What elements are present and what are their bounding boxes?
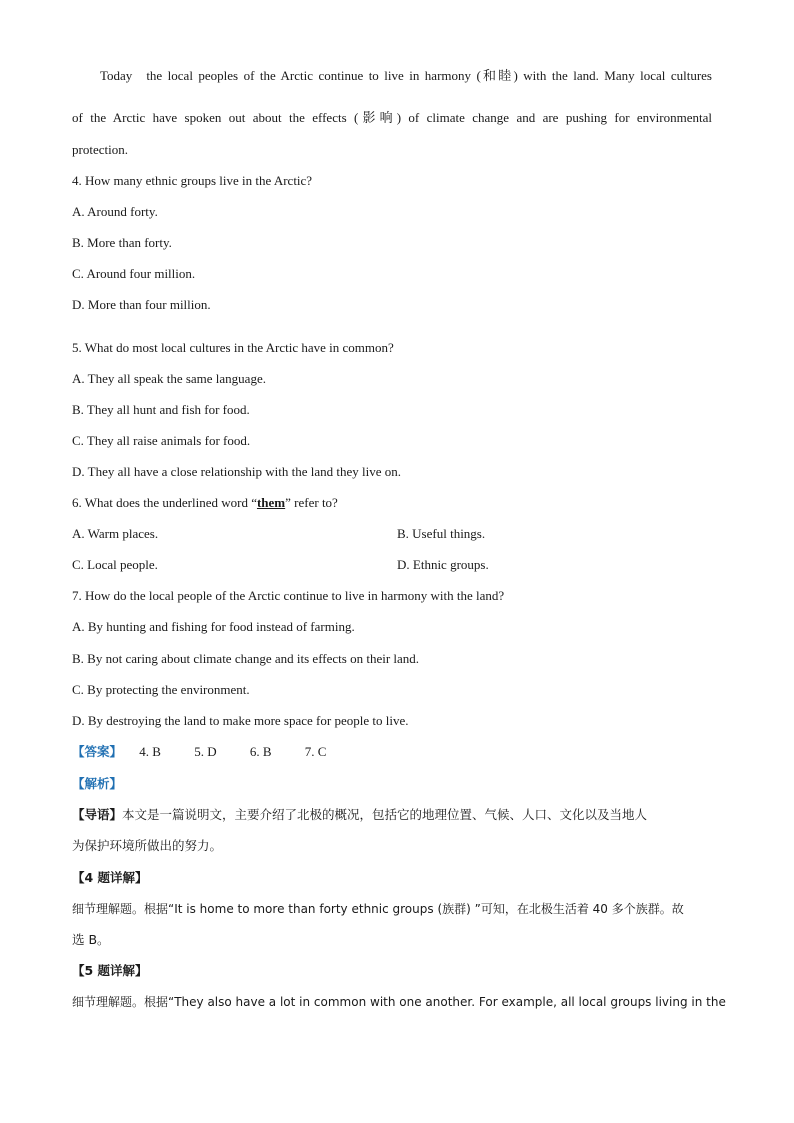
- detail-4-line-1: 细节理解题。根据“It is home to more than forty ethnic groups (族群) ”可知，在北极生活着 40 多个族群。故: [72, 902, 684, 916]
- answer-4: 4. B: [139, 744, 161, 759]
- answer-line: [72, 744, 326, 760]
- guide-line-2: 为保护环境所做出的努力。: [72, 838, 223, 853]
- question-5-option-c: C. They all raise animals for food.: [72, 433, 251, 448]
- question-4-stem: 4. How many ethnic groups live in the Arctic?: [72, 173, 313, 188]
- question-5-stem: 5. What do most local cultures in the Arctic have in common?: [72, 340, 394, 355]
- answer-6: 6. B: [249, 744, 272, 759]
- question-7-option-b: B. By not caring about climate change and its effects on their land.: [72, 651, 420, 666]
- question-5-option-a: A. They all speak the same language.: [72, 371, 266, 386]
- question-6-stem-after: ” refer to?: [285, 495, 338, 510]
- question-7-stem: 7. How do the local people of the Arctic continue to live in harmony with the land?: [72, 588, 505, 603]
- passage-line-1-rest: the local peoples of the Arctic continue to live in harmony (和睦) with the land. Many local cultures: [146, 68, 712, 83]
- question-6-stem: [72, 495, 338, 511]
- detail-5-label: 【5 题详解】: [72, 963, 148, 978]
- question-6-option-d: D. Ethnic groups.: [397, 557, 489, 572]
- question-7-option-a: A. By hunting and fishing for food instead of farming.: [72, 619, 355, 634]
- question-6-option-c: C. Local people.: [72, 557, 158, 572]
- question-4-option-c: C. Around four million.: [72, 266, 196, 281]
- question-5-option-d: D. They all have a close relationship with the land they live on.: [72, 464, 402, 479]
- question-6-stem-before: 6. What does the underlined word “: [72, 495, 257, 510]
- question-7-option-d: D. By destroying the land to make more space for people to live.: [72, 713, 409, 728]
- detail-4-line-2: 选 B。: [72, 932, 110, 947]
- question-7-option-c: C. By protecting the environment.: [72, 682, 250, 697]
- guide-label: 【导语】: [72, 807, 123, 822]
- answer-label: 【答案】: [72, 744, 123, 759]
- question-6-option-b: B. Useful things.: [397, 526, 486, 541]
- detail-4-label: 【4 题详解】: [72, 870, 148, 885]
- guide-text-1: 本文是一篇说明文，主要介绍了北极的概况，包括它的地理位置、气候、人口、文化以及当地人: [122, 807, 648, 822]
- underlined-word: them: [256, 495, 286, 510]
- passage-line-1: [100, 68, 712, 84]
- question-4-option-d: D. More than four million.: [72, 297, 211, 312]
- detail-5-line-1: 细节理解题。根据“They also have a lot in common with one another. For example, all local groups living in the: [72, 995, 726, 1009]
- analysis-label: 【解析】: [72, 776, 123, 791]
- question-4-option-b: B. More than forty.: [72, 235, 172, 250]
- passage-word-today: Today: [100, 68, 133, 83]
- answer-5: 5. D: [194, 744, 217, 759]
- question-6-option-a: A. Warm places.: [72, 526, 159, 541]
- guide-line-1: [72, 807, 647, 823]
- passage-line-2: [72, 110, 712, 126]
- passage-line-2-text: of the Arctic have spoken out about the effects (影响) of climate change and are pushing for environmental: [72, 110, 712, 125]
- question-4-option-a: A. Around forty.: [72, 204, 158, 219]
- question-5-option-b: B. They all hunt and fish for food.: [72, 402, 250, 417]
- answer-7: 7. C: [304, 744, 327, 759]
- passage-line-3: protection.: [72, 142, 128, 157]
